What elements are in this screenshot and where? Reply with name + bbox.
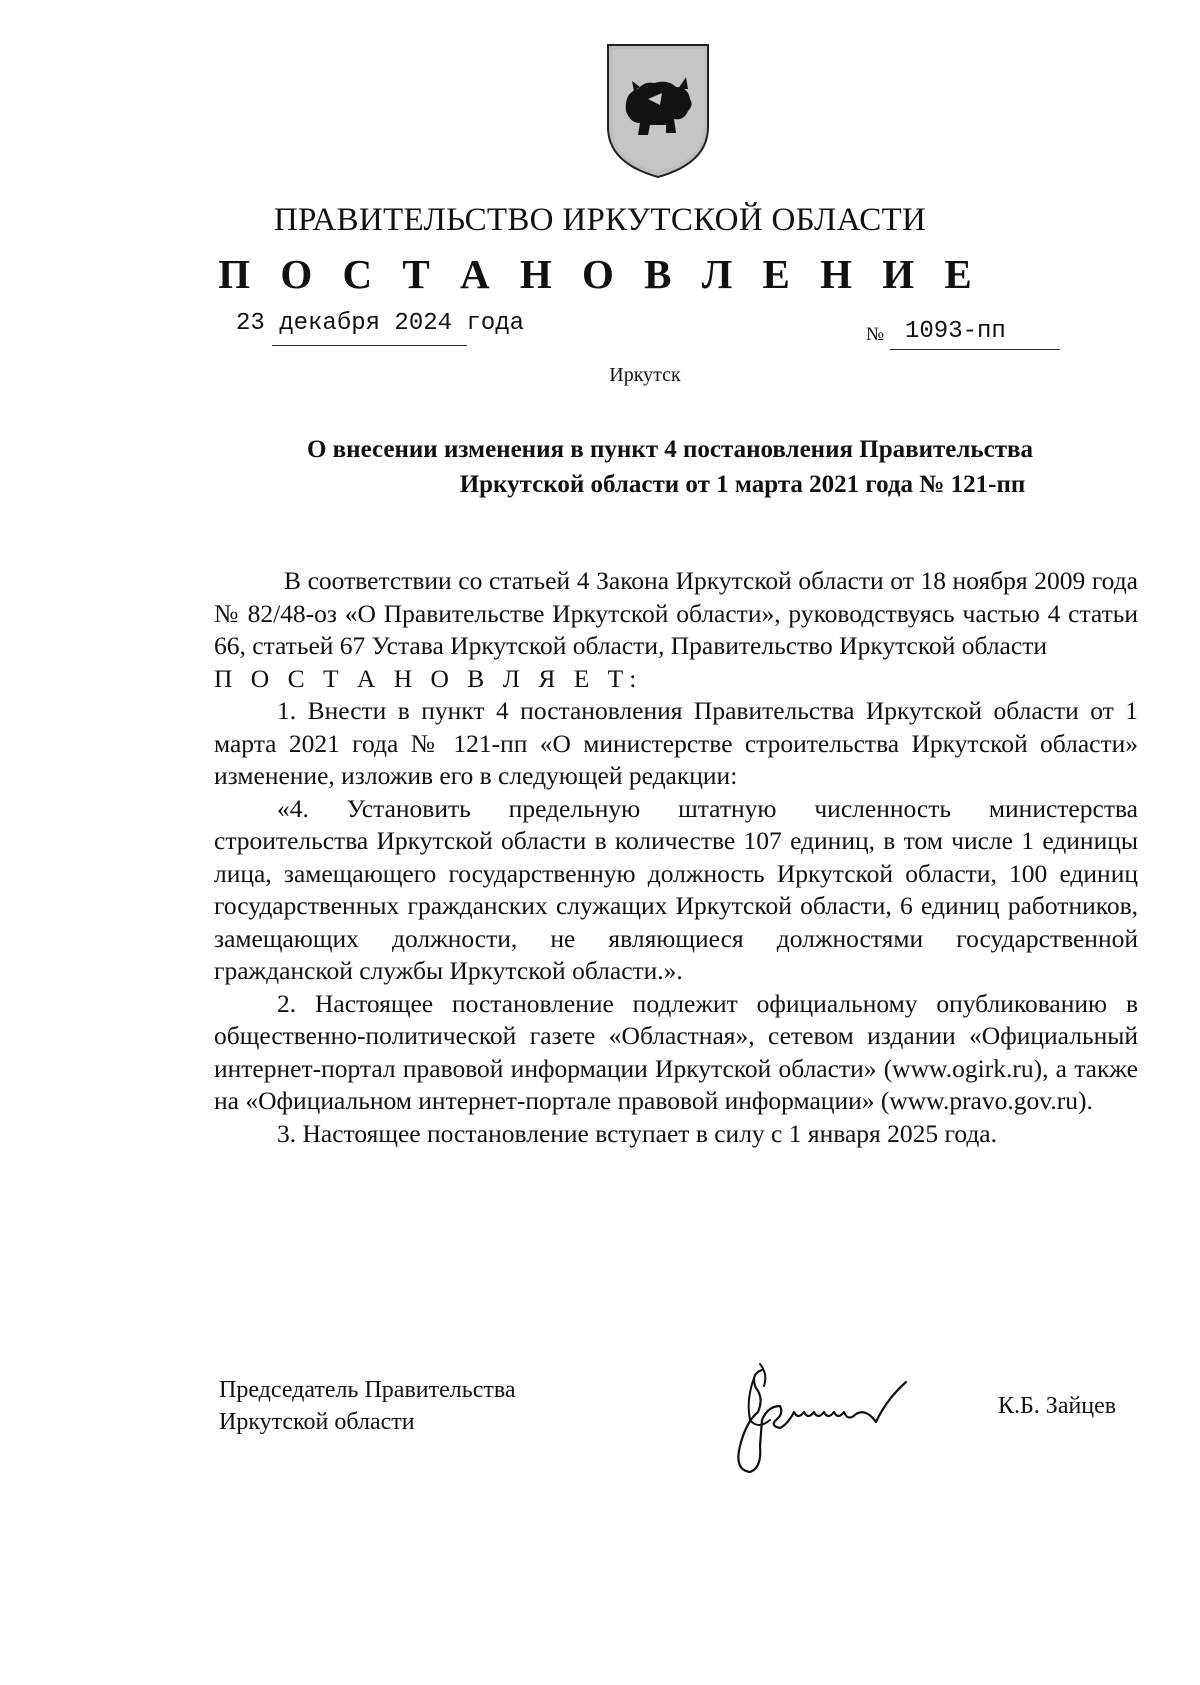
city-name: Иркутск [609, 364, 681, 386]
signer-position-line-2: Иркутской области [219, 1409, 415, 1435]
number-sign: № [866, 324, 885, 345]
resolve-word: П О С Т А Н О В Л Я Е Т: [214, 663, 643, 693]
government-name: ПРАВИТЕЛЬСТВО ИРКУТСКОЙ ОБЛАСТИ [273, 202, 927, 238]
handwritten-signature [710, 1350, 980, 1480]
document-body [214, 565, 1138, 1150]
signer-position-line-1: Председатель Правительства [219, 1377, 516, 1403]
document-title [200, 432, 1140, 502]
title-line-1: О внесении изменения в пункт 4 постановления Правительства [306, 436, 1033, 463]
item-1-paragraph: 1. Внести в пункт 4 постановления Правительства Иркутской области от 1 марта 2021 года № 121-пп «О министерстве строительства Иркутской области» изменение, изложив его в следующей редакции: [214, 696, 1138, 790]
item-2-paragraph: 2. Настоящее постановление подлежит официальному опубликованию в общественно-политической газете «Областная», сетевом издании «Официальный интернет-портал правовой информации Иркутской области» (www.ogirk.ru), а также на «Официальном интернет-портале правовой информации» (www.pravo.gov.ru). [214, 988, 1138, 1115]
preamble-paragraph: В соответствии со статьей 4 Закона Иркутской области от 18 ноября 2009 года № 82/48-оз «О Правительстве Иркутской области», руководствуясь частью 4 статьи 66, статьей 67 Устава Иркутской области, Правительство Иркутской области [214, 566, 1138, 660]
signer-position [219, 1374, 516, 1438]
document-number: 1093-пп [905, 318, 1006, 345]
signer-name: К.Б. Зайцев [998, 1393, 1117, 1419]
number-underline [890, 349, 1060, 350]
item-3-paragraph: 3. Настоящее постановление вступает в силу с 1 января 2025 года. [277, 1118, 998, 1148]
coat-of-arms-icon [604, 41, 712, 181]
document-type: П О С Т А Н О В Л Е Н И Е [218, 251, 982, 297]
title-line-2: Иркутской области от 1 марта 2021 года № 121-пп [459, 471, 1026, 498]
date-underline [272, 345, 467, 346]
item-1-quote-paragraph: «4. Установить предельную штатную численность министерства строительства Иркутской области в количестве 107 единиц, в том числе 1 единицы лица, замещающего государственную должность Иркутской области, 100 единиц государственных гражданских служащих Иркутской области, 6 единиц работников, замещающих должности, не являющиеся должностями государственной гражданской службы Иркутской области.». [214, 793, 1138, 985]
document-date: 23 декабря 2024 года [236, 310, 525, 337]
